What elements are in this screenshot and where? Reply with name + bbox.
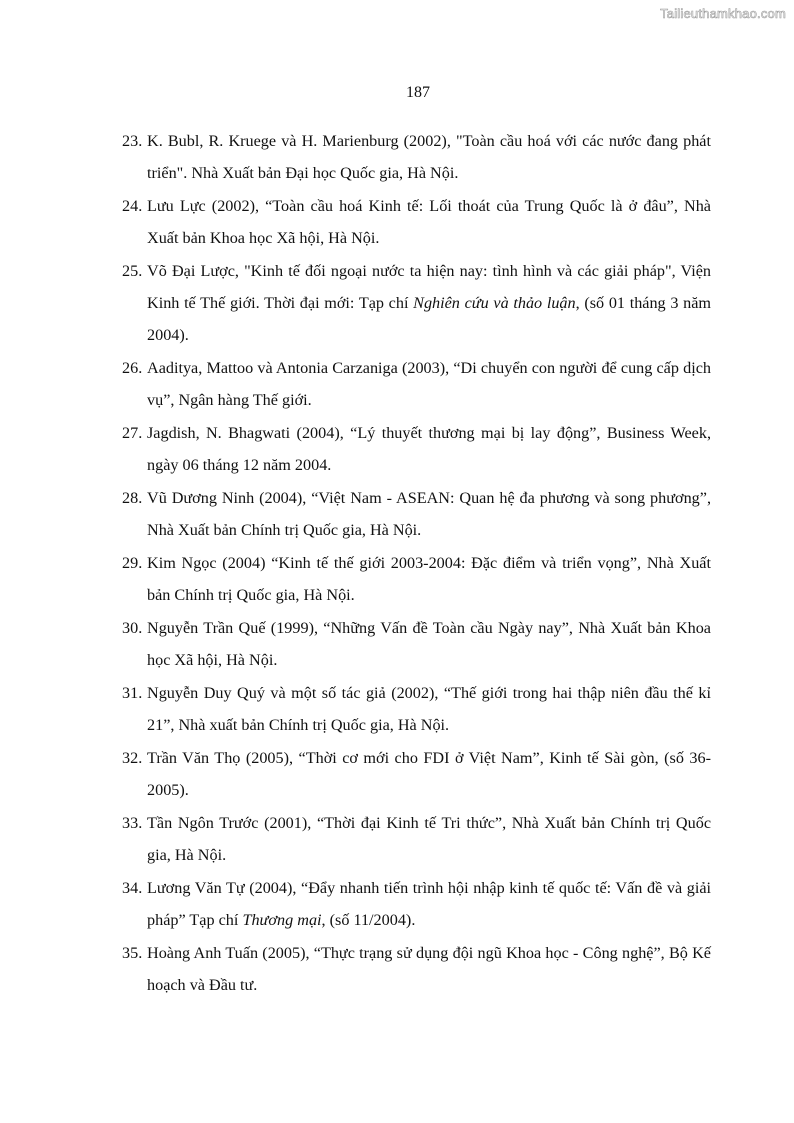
reference-item	[122, 190, 711, 254]
reference-item	[122, 482, 711, 546]
reference-item	[122, 807, 711, 871]
reference-number: 35.	[122, 944, 143, 962]
reference-text: Vũ Dương Ninh (2004), “Việt Nam - ASEAN: Quan hệ đa phương và song phương”, Nhà Xuất bản Chính trị Quốc gia, Hà Nội.	[147, 489, 711, 539]
reference-number: 26.	[122, 359, 143, 377]
reference-item	[122, 872, 711, 936]
reference-number: 24.	[122, 197, 143, 215]
watermark: Tailieuthamkhao.com	[660, 6, 786, 21]
reference-number: 25.	[122, 262, 143, 280]
reference-item	[122, 677, 711, 741]
reference-item	[122, 612, 711, 676]
reference-number: 34.	[122, 879, 143, 897]
reference-text: Aaditya, Mattoo và Antonia Carzaniga (2003), “Di chuyển con người để cung cấp dịch vụ”, Ngân hàng Thế giới.	[147, 359, 711, 409]
reference-number: 29.	[122, 554, 143, 572]
reference-text: , (số 11/2004).	[321, 911, 416, 929]
reference-text: Trần Văn Thọ (2005), “Thời cơ mới cho FDI ở Việt Nam”, Kinh tế Sài gòn, (số 36-2005).	[147, 749, 711, 799]
reference-text: Nguyễn Trần Quế (1999), “Những Vấn đề Toàn cầu Ngày nay”, Nhà Xuất bản Khoa học Xã hội, Hà Nội.	[147, 619, 711, 669]
reference-text: Tần Ngôn Trước (2001), “Thời đại Kinh tế Tri thức”, Nhà Xuất bản Chính trị Quốc gia, Hà Nội.	[147, 814, 711, 864]
reference-number: 27.	[122, 424, 143, 442]
reference-item	[122, 937, 711, 1001]
reference-number: 31.	[122, 684, 143, 702]
reference-item	[122, 417, 711, 481]
reference-text: K. Bubl, R. Kruege và H. Marienburg (2002), "Toàn cầu hoá với các nước đang phát triển". Nhà Xuất bản Đại học Quốc gia, Hà Nội.	[147, 132, 711, 182]
reference-text: Jagdish, N. Bhagwati (2004), “Lý thuyết thương mại bị lay động”, Business Week, ngày 06 tháng 12 năm 2004.	[147, 424, 711, 474]
reference-text: Hoàng Anh Tuấn (2005), “Thực trạng sử dụng đội ngũ Khoa học - Công nghệ”, Bộ Kế hoạch và Đầu tư.	[147, 944, 711, 994]
reference-text: Lưu Lực (2002), “Toàn cầu hoá Kinh tế: Lối thoát của Trung Quốc là ở đâu”, Nhà Xuất bản Khoa học Xã hội, Hà Nội.	[147, 197, 711, 247]
reference-number: 32.	[122, 749, 143, 767]
reference-number: 30.	[122, 619, 143, 637]
reference-text: , (số 01 tháng 3 năm 2004).	[147, 294, 711, 344]
reference-text: Lương Văn Tự (2004), “Đẩy nhanh tiến trình hội nhập kinh tế quốc tế: Vấn đề và giải pháp” Tạp chí	[147, 879, 711, 929]
reference-text: Kim Ngọc (2004) “Kinh tế thế giới 2003-2004: Đặc điểm và triển vọng”, Nhà Xuất bản Chính trị Quốc gia, Hà Nội.	[147, 554, 711, 604]
reference-item	[122, 255, 711, 351]
reference-item	[122, 125, 711, 189]
reference-list	[122, 125, 711, 1002]
reference-number: 23.	[122, 132, 143, 150]
reference-title-italic: Thương mại	[242, 911, 322, 929]
page-number: 187	[406, 84, 430, 101]
reference-item	[122, 742, 711, 806]
reference-title-italic: Nghiên cứu và thảo luận	[413, 294, 576, 312]
reference-text: Nguyễn Duy Quý và một số tác giả (2002), “Thế giới trong hai thập niên đầu thế kỉ 21”, Nhà xuất bản Chính trị Quốc gia, Hà Nội.	[147, 684, 711, 734]
reference-text: Võ Đại Lược, "Kinh tế đối ngoại nước ta hiện nay: tình hình và các giải pháp", Viện Kinh tế Thế giới. Thời đại mới: Tạp chí	[147, 262, 711, 312]
reference-item	[122, 352, 711, 416]
reference-number: 28.	[122, 489, 143, 507]
reference-item	[122, 547, 711, 611]
reference-number: 33.	[122, 814, 143, 832]
